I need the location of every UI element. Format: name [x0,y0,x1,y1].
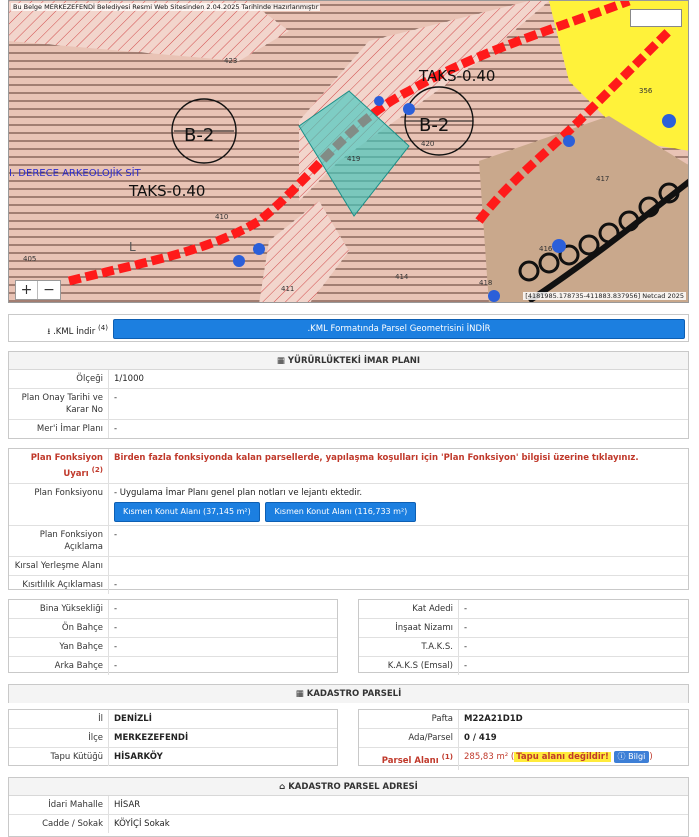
download-icon: ⭳ [47,326,51,337]
ilce-label: İlçe [9,729,109,747]
table-icon: ▦ [276,356,285,366]
ada-parsel-label: Ada/Parsel [359,729,459,747]
imar-meri-label: Mer'i İmar Planı [9,420,109,438]
plan-fonksiyon-label: Plan Fonksiyonu [9,484,109,525]
kat-adedi-value: - [464,604,468,614]
kml-label [13,323,108,340]
map-label-405: 405 [23,255,37,263]
adres-title: KADASTRO PARSEL ADRESİ [288,782,418,792]
parsel-alani-number: 285,83 m² [464,752,509,762]
bilgi-label: Bilgi [628,752,646,761]
map-viewer[interactable] [8,0,689,303]
parsel-alani-value: 285,83 m² ( Tapu alanı değildir! ⓘ Bilgi ) [464,752,653,762]
home-icon: ⌂ [279,782,286,792]
kirsal-yerlesme-value [109,557,688,575]
kadastro-header [9,685,688,703]
map-label-419: 419 [347,155,361,163]
kadastro-left [8,709,338,766]
tapu-warning-badge: Tapu alanı değildir! [516,752,609,762]
il-value: DENİZLİ [114,714,152,724]
idari-mahalle-label: İdari Mahalle [9,796,109,814]
cadde-sokak-label: Cadde / Sokak [9,815,109,833]
map-label-414: 414 [395,273,409,281]
konut-alani-button-2[interactable]: Kısmen Konut Alanı (116,733 m²) [265,502,416,522]
map-label-411: 411 [281,285,295,293]
parsel-alani-sup: (1) [441,752,453,761]
map-label-420: 420 [421,140,435,148]
layer-switch-button[interactable] [630,9,682,27]
insaat-nizami-label: İnşaat Nizamı [359,619,459,637]
pafta-label: Pafta [359,710,459,728]
yapi-right-section [358,599,689,673]
imar-row [9,389,688,420]
map-label-taks-left: TAKS-0.40 [129,182,206,200]
zoom-in-button[interactable]: + [16,281,38,299]
imar-plani-header [9,352,688,370]
grid-icon: ▦ [295,689,304,699]
pafta-value: M22A21D1D [464,714,523,724]
kml-download-button[interactable]: .KML Formatında Parsel Geometrisini İNDİR [113,319,685,339]
map-label-b2-left: B-2 [184,125,215,146]
zoom-out-button[interactable]: − [43,282,55,298]
map-notice: Bu Belge MERKEZEFENDİ Belediyesi Resmi Web Sitesinden 2.04.2025 Tarihinde Hazırlanmıştır [13,3,319,11]
yapi-left-section [8,599,338,673]
plan-fonksiyon-section [8,448,689,590]
fonksiyon-warn-sup: (2) [91,465,103,474]
arka-bahce-label: Arka Bahçe [9,657,109,675]
taks-value: - [464,642,468,652]
fonksiyon-warn-label [9,449,109,483]
map-label-416: 416 [539,245,553,253]
imar-plani-title: YÜRÜRLÜKTEKİ İMAR PLANI [287,356,421,366]
tapu-kutugu-label: Tapu Kütüğü [9,748,109,766]
map-label-b2-right: B-2 [419,115,450,136]
imar-row [9,420,688,438]
map-label-423: 423 [224,57,238,65]
fonksiyon-aciklama-row [9,526,688,557]
kadastro-title: KADASTRO PARSELİ [306,689,402,699]
konut-alani-button-1[interactable]: Kısmen Konut Alanı (37,145 m²) [114,502,260,522]
il-label: İl [9,710,109,728]
kat-adedi-label: Kat Adedi [359,600,459,618]
fonksiyon-warn-text: Birden fazla fonksiyonda kalan parsellerde, yapılaşma koşulları için 'Plan Fonksiyon' bilgisi üzerine tıklayınız. [114,453,639,463]
fonksiyon-warn-row [9,449,688,484]
bina-yuksekligi-value: - [114,604,118,614]
zoom-control[interactable] [15,280,61,300]
imar-row [9,370,688,389]
info-icon: ⓘ [617,752,626,761]
imar-olcek-value: 1/1000 [114,374,144,384]
parsel-alani-label [359,748,459,770]
kisitlilik-label: Kısıtlılık Açıklaması [9,576,109,594]
kirsal-yerlesme-row [9,557,688,576]
imar-olcek-label: Ölçeği [9,370,109,388]
insaat-nizami-value: - [464,623,468,633]
yan-bahce-label: Yan Bahçe [9,638,109,656]
fonksiyon-warn-label-text: Plan Fonksiyon Uyarı [30,453,103,479]
imar-onay-value: - [114,393,118,403]
kaks-value: - [464,661,468,671]
map-label-arkeolojik: I. DERECE ARKEOLOJİK SİT [9,168,141,179]
adres-section [8,777,689,837]
map-label-356: 356 [639,87,653,95]
map-label-417: 417 [596,175,610,183]
bilgi-button[interactable] [614,751,650,763]
imar-meri-value: - [114,424,118,434]
map-label-l: L [129,240,136,254]
yan-bahce-value: - [114,642,118,652]
on-bahce-value: - [114,623,118,633]
kisitlilik-value: - [114,579,118,590]
map-label-taks-right: TAKS-0.40 [419,67,496,85]
kirsal-yerlesme-label: Kırsal Yerleşme Alanı [9,557,109,575]
arka-bahce-value: - [114,661,118,671]
cadde-sokak-value: KÖYİÇİ Sokak [114,819,170,829]
tapu-kutugu-value: HİSARKÖY [114,752,163,762]
map-coords: [4181985.178735-411883.837956] Netcad 2025 [525,292,684,300]
imar-plani-section [8,351,689,439]
fonksiyon-aciklama-label: Plan Fonksiyon Açıklama [9,526,109,556]
idari-mahalle-value: HİSAR [114,800,141,810]
map-canvas[interactable] [9,1,689,303]
map-label-418: 418 [479,279,493,287]
plan-fonksiyon-row [9,484,688,526]
adres-header [9,778,688,796]
plan-fonksiyon-value [109,484,688,525]
fonksiyon-aciklama-value: - [114,529,118,540]
ilce-value: MERKEZEFENDİ [114,733,189,743]
kml-section [8,314,689,342]
kml-label-text: .KML İndir [53,326,96,337]
map-label-410: 410 [215,213,229,221]
kadastro-section [8,684,689,703]
taks-label: T.A.K.S. [359,638,459,656]
plan-fonksiyon-note: - Uygulama İmar Planı genel plan notları ve lejantı ektedir. [114,487,363,498]
on-bahce-label: Ön Bahçe [9,619,109,637]
parsel-alani-label-text: Parsel Alanı [381,755,439,766]
kisitlilik-row [9,576,688,594]
ada-parsel-value: 0 / 419 [464,733,497,743]
kadastro-right [358,709,689,766]
kml-sup: (4) [97,323,108,332]
bina-yuksekligi-label: Bina Yüksekliği [9,600,109,618]
kaks-label: K.A.K.S (Emsal) [359,657,459,675]
imar-onay-label: Plan Onay Tarihi ve Karar No [9,389,109,419]
